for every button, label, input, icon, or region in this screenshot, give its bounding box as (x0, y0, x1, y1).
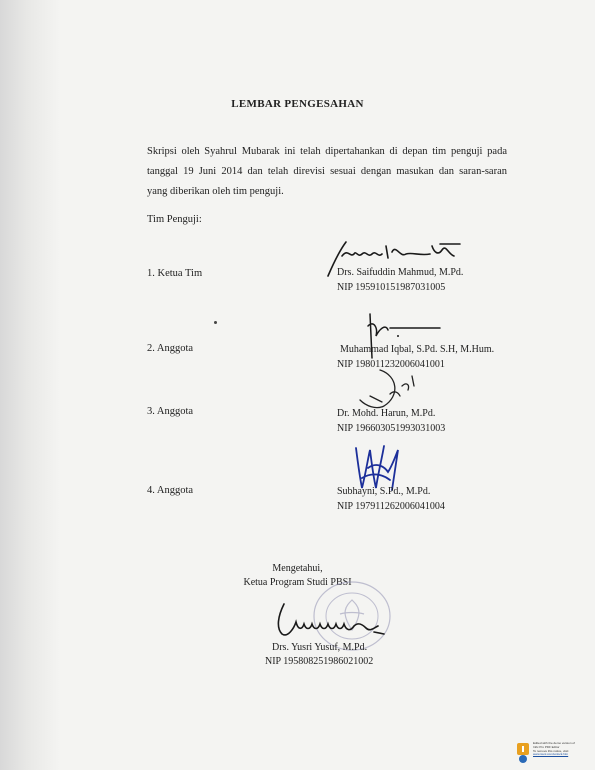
intro-paragraph (147, 142, 507, 202)
mengetahui-text: Mengetahui, (272, 563, 323, 574)
examiner-name: Subhayni, S.Pd., M.Pd. (337, 486, 431, 497)
watermark-line: Infix Pro PDF Editor (533, 744, 560, 749)
approver-name: Drs. Yusri Yusuf, M.Pd. (272, 642, 368, 653)
examiner-nip: NIP 197911262006041004 (337, 501, 445, 512)
signature-examiner-2 (360, 306, 460, 366)
watermark-line: To remove this notice, visit: (533, 748, 570, 753)
examiner-role: 2. Anggota (147, 343, 194, 354)
examiner-role: 3. Anggota (147, 406, 194, 417)
approval-position: Ketua Program Studi PBSI (243, 577, 352, 588)
approver-nip: NIP 195808251986021002 (265, 656, 374, 667)
tim-penguji-label: Tim Penguji: (147, 214, 202, 225)
watermark-link[interactable]: www.iceni.com/unlock.htm (533, 752, 569, 757)
editor-watermark (516, 742, 591, 766)
infix-logo-icon (516, 742, 530, 766)
intro-line: tanggal 19 Juni 2014 dan telah direvisi sesuai dengan masukan dan saran-saran (147, 166, 507, 177)
examiner-role: 4. Anggota (147, 485, 194, 496)
watermark-line: Edited with the demo version of (533, 741, 575, 745)
examiner-nip: NIP 198011232006041001 (337, 359, 445, 370)
speck (214, 321, 217, 324)
examiner-name: Drs. Saifuddin Mahmud, M.Pd. (337, 267, 464, 278)
signature-approver (270, 598, 400, 644)
intro-line: yang diberikan oleh tim penguji. (147, 186, 284, 197)
examiner-nip: NIP 195910151987031005 (337, 282, 446, 293)
page-title: LEMBAR PENGESAHAN (231, 98, 364, 110)
intro-line: Skripsi oleh Syahrul Mubarak ini telah dipertahankan di depan tim penguji pada (147, 146, 507, 157)
examiner-name: Dr. Mohd. Harun, M.Pd. (337, 408, 436, 419)
examiner-role: 1. Ketua Tim (147, 268, 203, 279)
examiner-nip: NIP 196603051993031003 (337, 423, 446, 434)
examiner-name: Muhammad Iqbal, S.Pd. S.H, M.Hum. (340, 344, 495, 355)
